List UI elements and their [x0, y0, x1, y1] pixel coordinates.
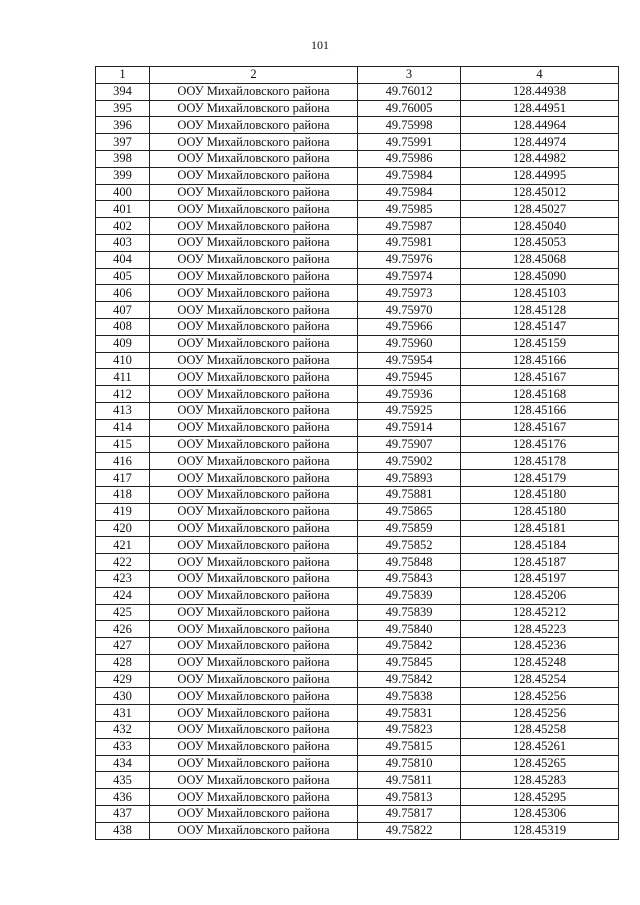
table-row [96, 251, 619, 268]
longitude-cell: 128.45212 [461, 604, 619, 621]
longitude-cell: 128.45283 [461, 772, 619, 789]
organization-cell: ООУ Михайловского района [150, 688, 358, 705]
latitude-cell: 49.75839 [358, 587, 461, 604]
longitude-cell: 128.45179 [461, 470, 619, 487]
longitude-cell: 128.45248 [461, 654, 619, 671]
latitude-cell: 49.75936 [358, 386, 461, 403]
organization-cell: ООУ Михайловского района [150, 705, 358, 722]
organization-cell: ООУ Михайловского района [150, 722, 358, 739]
organization-cell: ООУ Михайловского района [150, 218, 358, 235]
organization-cell: ООУ Михайловского района [150, 436, 358, 453]
longitude-cell: 128.44982 [461, 150, 619, 167]
row-number-cell: 415 [96, 436, 150, 453]
table-row [96, 134, 619, 151]
row-number-cell: 436 [96, 789, 150, 806]
organization-cell: ООУ Михайловского района [150, 386, 358, 403]
row-number-cell: 432 [96, 722, 150, 739]
row-number-cell: 438 [96, 822, 150, 839]
longitude-cell: 128.45180 [461, 486, 619, 503]
longitude-cell: 128.44964 [461, 117, 619, 134]
latitude-cell: 49.75925 [358, 402, 461, 419]
longitude-cell: 128.44938 [461, 83, 619, 100]
longitude-cell: 128.44974 [461, 134, 619, 151]
organization-cell: ООУ Михайловского района [150, 621, 358, 638]
row-number-cell: 407 [96, 302, 150, 319]
longitude-cell: 128.45181 [461, 520, 619, 537]
organization-cell: ООУ Михайловского района [150, 268, 358, 285]
longitude-cell: 128.45319 [461, 822, 619, 839]
organization-cell: ООУ Михайловского района [150, 654, 358, 671]
row-number-cell: 430 [96, 688, 150, 705]
row-number-cell: 410 [96, 352, 150, 369]
latitude-cell: 49.75998 [358, 117, 461, 134]
longitude-cell: 128.45040 [461, 218, 619, 235]
latitude-cell: 49.75840 [358, 621, 461, 638]
organization-cell: ООУ Михайловского района [150, 570, 358, 587]
longitude-cell: 128.45068 [461, 251, 619, 268]
row-number-cell: 419 [96, 503, 150, 520]
latitude-cell: 49.75893 [358, 470, 461, 487]
organization-cell: ООУ Михайловского района [150, 184, 358, 201]
row-number-cell: 406 [96, 285, 150, 302]
longitude-cell: 128.45178 [461, 453, 619, 470]
latitude-cell: 49.75813 [358, 789, 461, 806]
longitude-cell: 128.44995 [461, 167, 619, 184]
row-number-cell: 433 [96, 738, 150, 755]
table-row [96, 352, 619, 369]
longitude-cell: 128.45166 [461, 352, 619, 369]
row-number-cell: 421 [96, 537, 150, 554]
organization-cell: ООУ Михайловского района [150, 789, 358, 806]
organization-cell: ООУ Михайловского района [150, 520, 358, 537]
latitude-cell: 49.75831 [358, 705, 461, 722]
row-number-cell: 423 [96, 570, 150, 587]
latitude-cell: 49.75842 [358, 638, 461, 655]
row-number-cell: 403 [96, 234, 150, 251]
row-number-cell: 414 [96, 419, 150, 436]
longitude-cell: 128.45295 [461, 789, 619, 806]
organization-cell: ООУ Михайловского района [150, 587, 358, 604]
table-row [96, 402, 619, 419]
row-number-cell: 422 [96, 554, 150, 571]
row-number-cell: 413 [96, 402, 150, 419]
latitude-cell: 49.75984 [358, 167, 461, 184]
table-row [96, 470, 619, 487]
longitude-cell: 128.45027 [461, 201, 619, 218]
longitude-cell: 128.45206 [461, 587, 619, 604]
longitude-cell: 128.45236 [461, 638, 619, 655]
latitude-cell: 49.75815 [358, 738, 461, 755]
row-number-cell: 404 [96, 251, 150, 268]
latitude-cell: 49.75970 [358, 302, 461, 319]
organization-cell: ООУ Михайловского района [150, 486, 358, 503]
organization-cell: ООУ Михайловского района [150, 167, 358, 184]
table-row [96, 218, 619, 235]
row-number-cell: 416 [96, 453, 150, 470]
coordinates-table [95, 66, 619, 840]
row-number-cell: 398 [96, 150, 150, 167]
table-row [96, 436, 619, 453]
table-row [96, 806, 619, 823]
row-number-cell: 399 [96, 167, 150, 184]
latitude-cell: 49.75966 [358, 318, 461, 335]
row-number-cell: 420 [96, 520, 150, 537]
longitude-cell: 128.45265 [461, 755, 619, 772]
table-row [96, 537, 619, 554]
organization-cell: ООУ Михайловского района [150, 402, 358, 419]
organization-cell: ООУ Михайловского района [150, 604, 358, 621]
table-row [96, 234, 619, 251]
organization-cell: ООУ Михайловского района [150, 638, 358, 655]
table-row [96, 520, 619, 537]
longitude-cell: 128.45166 [461, 402, 619, 419]
latitude-cell: 49.75848 [358, 554, 461, 571]
longitude-cell: 128.45012 [461, 184, 619, 201]
row-number-cell: 426 [96, 621, 150, 638]
page-number: 101 [311, 38, 329, 52]
latitude-cell: 49.75823 [358, 722, 461, 739]
latitude-cell: 49.75984 [358, 184, 461, 201]
table-row [96, 722, 619, 739]
latitude-cell: 49.75881 [358, 486, 461, 503]
table-row [96, 587, 619, 604]
row-number-cell: 435 [96, 772, 150, 789]
organization-cell: ООУ Михайловского района [150, 822, 358, 839]
table-row [96, 570, 619, 587]
organization-cell: ООУ Михайловского района [150, 419, 358, 436]
longitude-cell: 128.45256 [461, 705, 619, 722]
latitude-cell: 49.76005 [358, 100, 461, 117]
longitude-cell: 128.45168 [461, 386, 619, 403]
organization-cell: ООУ Михайловского района [150, 755, 358, 772]
organization-cell: ООУ Михайловского района [150, 503, 358, 520]
latitude-cell: 49.75843 [358, 570, 461, 587]
organization-cell: ООУ Михайловского района [150, 117, 358, 134]
table-row [96, 621, 619, 638]
longitude-cell: 128.45159 [461, 335, 619, 352]
organization-cell: ООУ Михайловского района [150, 201, 358, 218]
organization-cell: ООУ Михайловского района [150, 369, 358, 386]
table-row [96, 772, 619, 789]
row-number-cell: 395 [96, 100, 150, 117]
header-cell-3: 3 [358, 67, 461, 84]
organization-cell: ООУ Михайловского района [150, 83, 358, 100]
longitude-cell: 128.45167 [461, 369, 619, 386]
latitude-cell: 49.75859 [358, 520, 461, 537]
table-row [96, 335, 619, 352]
longitude-cell: 128.45176 [461, 436, 619, 453]
table-row [96, 184, 619, 201]
longitude-cell: 128.45090 [461, 268, 619, 285]
longitude-cell: 128.45187 [461, 554, 619, 571]
organization-cell: ООУ Михайловского района [150, 806, 358, 823]
organization-cell: ООУ Михайловского района [150, 285, 358, 302]
table-row [96, 738, 619, 755]
table-header [96, 67, 619, 84]
row-number-cell: 411 [96, 369, 150, 386]
longitude-cell: 128.45306 [461, 806, 619, 823]
longitude-cell: 128.45103 [461, 285, 619, 302]
table-row [96, 755, 619, 772]
latitude-cell: 49.75902 [358, 453, 461, 470]
row-number-cell: 434 [96, 755, 150, 772]
longitude-cell: 128.45258 [461, 722, 619, 739]
table-row [96, 554, 619, 571]
table-row [96, 638, 619, 655]
row-number-cell: 417 [96, 470, 150, 487]
table-row [96, 822, 619, 839]
latitude-cell: 49.75985 [358, 201, 461, 218]
table-row [96, 302, 619, 319]
longitude-cell: 128.45147 [461, 318, 619, 335]
latitude-cell: 49.75907 [358, 436, 461, 453]
row-number-cell: 424 [96, 587, 150, 604]
longitude-cell: 128.45184 [461, 537, 619, 554]
row-number-cell: 400 [96, 184, 150, 201]
row-number-cell: 402 [96, 218, 150, 235]
organization-cell: ООУ Михайловского района [150, 100, 358, 117]
table-row [96, 100, 619, 117]
latitude-cell: 49.75945 [358, 369, 461, 386]
header-row [96, 67, 619, 84]
row-number-cell: 397 [96, 134, 150, 151]
row-number-cell: 427 [96, 638, 150, 655]
table-row [96, 688, 619, 705]
latitude-cell: 49.75817 [358, 806, 461, 823]
longitude-cell: 128.45256 [461, 688, 619, 705]
longitude-cell: 128.45180 [461, 503, 619, 520]
table-row [96, 117, 619, 134]
latitude-cell: 49.75976 [358, 251, 461, 268]
table-row [96, 503, 619, 520]
header-cell-4: 4 [461, 67, 619, 84]
latitude-cell: 49.75981 [358, 234, 461, 251]
table-row [96, 167, 619, 184]
latitude-cell: 49.75810 [358, 755, 461, 772]
organization-cell: ООУ Михайловского района [150, 453, 358, 470]
longitude-cell: 128.45053 [461, 234, 619, 251]
latitude-cell: 49.75865 [358, 503, 461, 520]
organization-cell: ООУ Михайловского района [150, 318, 358, 335]
organization-cell: ООУ Михайловского района [150, 554, 358, 571]
organization-cell: ООУ Михайловского района [150, 134, 358, 151]
longitude-cell: 128.45128 [461, 302, 619, 319]
latitude-cell: 49.75987 [358, 218, 461, 235]
latitude-cell: 49.75839 [358, 604, 461, 621]
table-row [96, 285, 619, 302]
table-body [96, 83, 619, 839]
row-number-cell: 408 [96, 318, 150, 335]
latitude-cell: 49.75822 [358, 822, 461, 839]
latitude-cell: 49.75954 [358, 352, 461, 369]
row-number-cell: 428 [96, 654, 150, 671]
organization-cell: ООУ Михайловского района [150, 234, 358, 251]
table-row [96, 150, 619, 167]
row-number-cell: 418 [96, 486, 150, 503]
organization-cell: ООУ Михайловского района [150, 470, 358, 487]
latitude-cell: 49.75842 [358, 671, 461, 688]
table-row [96, 486, 619, 503]
row-number-cell: 431 [96, 705, 150, 722]
table-row [96, 654, 619, 671]
latitude-cell: 49.75973 [358, 285, 461, 302]
row-number-cell: 429 [96, 671, 150, 688]
organization-cell: ООУ Михайловского района [150, 772, 358, 789]
organization-cell: ООУ Михайловского района [150, 251, 358, 268]
table-row [96, 318, 619, 335]
organization-cell: ООУ Михайловского района [150, 335, 358, 352]
header-cell-2: 2 [150, 67, 358, 84]
row-number-cell: 396 [96, 117, 150, 134]
latitude-cell: 49.75986 [358, 150, 461, 167]
row-number-cell: 401 [96, 201, 150, 218]
header-cell-1: 1 [96, 67, 150, 84]
longitude-cell: 128.44951 [461, 100, 619, 117]
row-number-cell: 409 [96, 335, 150, 352]
table-row [96, 369, 619, 386]
table-row [96, 419, 619, 436]
organization-cell: ООУ Михайловского района [150, 302, 358, 319]
longitude-cell: 128.45197 [461, 570, 619, 587]
latitude-cell: 49.75914 [358, 419, 461, 436]
organization-cell: ООУ Михайловского района [150, 352, 358, 369]
longitude-cell: 128.45167 [461, 419, 619, 436]
latitude-cell: 49.75974 [358, 268, 461, 285]
table-row [96, 386, 619, 403]
organization-cell: ООУ Михайловского района [150, 738, 358, 755]
latitude-cell: 49.75811 [358, 772, 461, 789]
latitude-cell: 49.75991 [358, 134, 461, 151]
table-row [96, 671, 619, 688]
row-number-cell: 412 [96, 386, 150, 403]
row-number-cell: 425 [96, 604, 150, 621]
table-row [96, 705, 619, 722]
row-number-cell: 394 [96, 83, 150, 100]
table-row [96, 268, 619, 285]
latitude-cell: 49.75852 [358, 537, 461, 554]
row-number-cell: 437 [96, 806, 150, 823]
organization-cell: ООУ Михайловского района [150, 150, 358, 167]
organization-cell: ООУ Михайловского района [150, 537, 358, 554]
latitude-cell: 49.75838 [358, 688, 461, 705]
table-row [96, 453, 619, 470]
table-row [96, 201, 619, 218]
longitude-cell: 128.45254 [461, 671, 619, 688]
organization-cell: ООУ Михайловского района [150, 671, 358, 688]
longitude-cell: 128.45261 [461, 738, 619, 755]
row-number-cell: 405 [96, 268, 150, 285]
table-row [96, 604, 619, 621]
latitude-cell: 49.75845 [358, 654, 461, 671]
latitude-cell: 49.75960 [358, 335, 461, 352]
table-row [96, 83, 619, 100]
table-row [96, 789, 619, 806]
longitude-cell: 128.45223 [461, 621, 619, 638]
latitude-cell: 49.76012 [358, 83, 461, 100]
